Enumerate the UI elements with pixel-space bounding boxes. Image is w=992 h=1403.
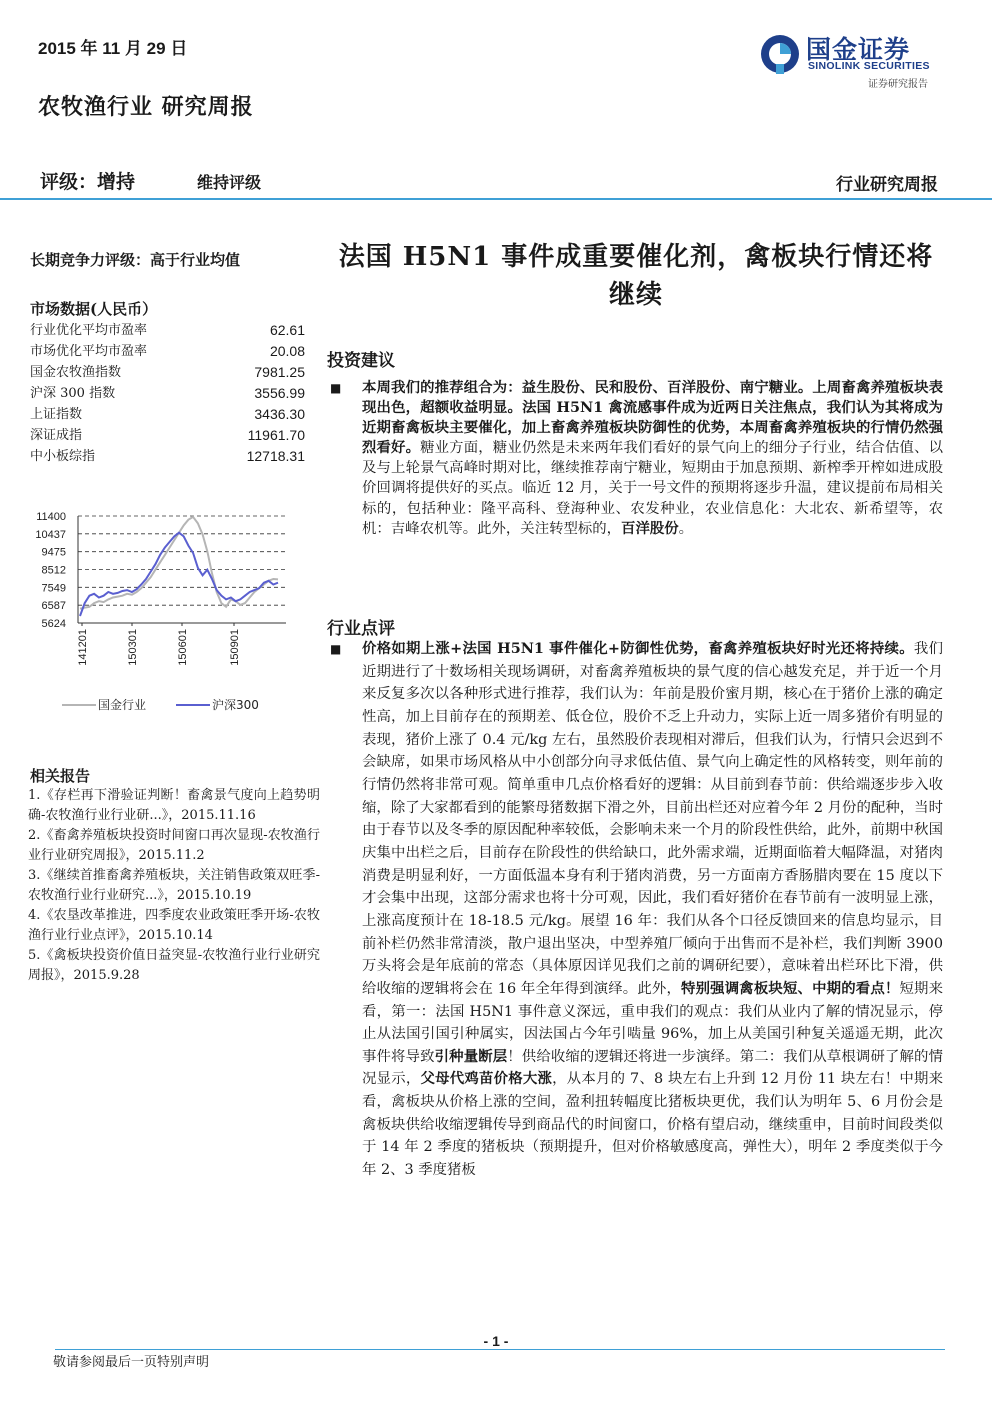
market-data-value: 3556.99: [254, 385, 305, 401]
rating-action: 维持评级: [197, 173, 262, 192]
market-data-value: 3436.30: [254, 406, 305, 422]
review-bold-text-2: 特别强调禽板块短、中期的看点！: [681, 979, 900, 997]
market-data-value: 12718.31: [246, 448, 305, 464]
market-data-label: 行业优化平均市盈率: [30, 323, 148, 338]
market-data-value: 7981.25: [254, 364, 305, 380]
review-paragraph: [362, 638, 943, 1182]
invest-paragraph: [362, 378, 943, 539]
market-data-row: [30, 425, 305, 446]
header-divider: [0, 198, 992, 200]
chart-y-tick-label: 5624: [41, 618, 66, 630]
invest-bold-text: 本周我们的推荐组合为：益生股份、民和股份、百洋股份、南宁糖业。上周畜禽养殖板块表现出色，超额收益明显。法国 H5N1 禽流感事件成为近两日关注焦点，我们认为其将成为近期畜禽板块主要催化，加上畜禽养殖板块防御性的优势，本周畜禽养殖板块的行情仍然强烈看好。: [362, 379, 943, 457]
chart-y-tick-label: 11400: [36, 511, 66, 523]
review-text-2: 短期来看，第一：法国 H5N1 事件意义深远，重申我们的观点：我们从业内了解的情况显示，停止从法国引国引种属实，因法国占今年引啮量 96%，加上从美国引种复关遥遥无期，此次事件将导致: [362, 980, 943, 1065]
chart-x-tick-label: 150901: [229, 629, 241, 666]
market-data-table: [30, 320, 305, 467]
report-type: 行业研究周报: [836, 175, 938, 195]
related-report-item[interactable]: 3.《继续首推畜禽养殖板块，关注销售政策双旺季-农牧渔行业行业研究...》，2015.10.19: [28, 868, 320, 903]
bullet-square-icon: ■: [330, 381, 342, 395]
chart-y-tick-label: 8512: [41, 564, 66, 577]
review-bold-text-4: 父母代鸡苗价格大涨: [420, 1070, 553, 1088]
invest-end: 。: [678, 520, 694, 537]
related-report-item[interactable]: 4.《农垦改革推进，四季度农业政策旺季开场-农牧渔行业行业点评》，2015.10.14: [28, 908, 320, 943]
market-data-row: [30, 404, 305, 425]
related-report-item[interactable]: 2.《畜禽养殖板块投资时间窗口再次显现-农牧渔行业行业研究周报》，2015.11.2: [28, 828, 320, 863]
index-line-chart: [28, 500, 298, 720]
chart-y-tick-label: 10437: [35, 528, 66, 541]
related-reports-list: [28, 786, 320, 986]
market-data-label: 沪深 300 指数: [30, 386, 116, 401]
invest-tail-bold: 百洋股份: [621, 519, 679, 537]
related-report-item[interactable]: 1.《存栏再下滑验证判断！畜禽景气度向上趋势明确-农牧渔行业行业研...》，2015.11.16: [28, 788, 320, 823]
chart-legend-label: 沪深300: [212, 698, 259, 712]
market-data-label: 市场优化平均市盈率: [30, 344, 148, 359]
review-bold-text-3: 引种量断层: [434, 1047, 508, 1065]
logo-subtitle: 证券研究报告: [868, 79, 928, 90]
market-data-value: 20.08: [269, 343, 305, 359]
invest-heading: 投资建议: [327, 351, 395, 371]
page-number: - 1 -: [483, 1333, 509, 1349]
chart-y-tick-label: 9475: [41, 546, 66, 559]
market-data-value: 62.61: [269, 322, 305, 338]
chart-y-tick-label: 7549: [41, 582, 66, 595]
invest-text: 糖业方面，糖业仍然是未来两年我们看好的景气向上的细分子行业，结合估值、以及与上轮景气高峰时期对比，继续推荐南宁糖业，短期由于加息预期、新榨季开榨如进成股价回调将提供好的买点。临近 12 月，关于一号文件的预期将逐步升温，建议提前布局相关标的，包括种业：隆平高科、登海种业、农发种业，农业信息化：大北农、新希望等，农机：吉峰农机等。此外，关注转型标的，: [362, 440, 943, 537]
review-heading: 行业点评: [327, 619, 395, 639]
logo-chinese-name: 国金证券: [806, 35, 911, 64]
footer-divider: [55, 1349, 945, 1350]
related-report-item[interactable]: 5.《禽板块投资价值日益突显-农牧渔行业行业研究周报》，2015.9.28: [28, 948, 320, 983]
report-title: 法国 H5N1 事件成重要催化剂，禽板块行情还将继续: [338, 242, 934, 310]
chart-y-tick-label: 6587: [41, 600, 66, 613]
long-term-rating: 长期竞争力评级：高于行业均值: [30, 251, 241, 269]
chart-x-tick-label: 141201: [77, 629, 89, 666]
chart-series-line-industry: [80, 517, 278, 609]
report-date: 2015 年 11 月 29 日: [38, 39, 188, 58]
rating: 评级：增持: [40, 171, 136, 193]
chart-legend-label: 国金行业: [98, 698, 147, 712]
review-text-3: ！供给收缩的逻辑还将进一步演绎。第二：我们从草根调研了解的情况显示，: [362, 1048, 943, 1088]
chart-x-tick-label: 150601: [177, 629, 189, 666]
review-bold-text: 价格如期上涨+法国 H5N1 事件催化+防御性优势，畜禽养殖板块好时光还将持续。: [362, 640, 914, 657]
review-text-4: ，从本月的 7、8 块左右上升到 12 月份 11 块左右！中期来看，禽板块从价格上涨的空间，盈利扭转幅度比猪板块更优，我们认为明年 5、6 月份会是禽板块供给收缩逻辑传导到商品代的时间窗口，价格有望启动，继续重申，目前时间段类似于 14 年 2 季度的猪板块（预期提升，但对价格敏感度高，弹性大），明年 2 季度类似于今年 2、3 季度猪板: [362, 1071, 943, 1179]
market-data-value: 11961.70: [247, 427, 305, 443]
footer-disclaimer: 敬请参阅最后一页特别声明: [53, 1355, 210, 1370]
related-reports-title: 相关报告: [30, 767, 91, 785]
chart-series-line-hs300: [80, 533, 278, 616]
industry-title: 农牧渔行业 研究周报: [38, 94, 254, 120]
market-data-label: 上证指数: [30, 407, 83, 422]
market-data-label: 深证成指: [30, 428, 83, 443]
chart-x-tick-label: 150301: [127, 629, 139, 666]
logo-english-name: SINOLINK SECURITIES: [808, 60, 930, 72]
market-data-row: [30, 341, 305, 362]
market-data-row: [30, 383, 305, 404]
bullet-square-icon: ■: [330, 642, 342, 656]
market-data-label: 国金农牧渔指数: [30, 365, 122, 380]
review-text-1: 我们近期进行了十数场相关现场调研，对畜禽养殖板块的景气度的信心越发充足，并于近一个月来反复多次以各种形式进行推荐，我们认为：年前是股价蜜月期，核心在于猪价上涨的确定性高，加上目前存在的预期差、低仓位，股价不乏上升动力，实际上近一周多猪价有明显的表现，猪价上涨了 0.4 元/kg 左右，虽然股价表现相对滞后，但我们认为，行情只会迟到不会缺席，如果市场风格从中小创部分向寻求低估值、景气向上确定性的风格转变，则年前的行情仍然将非常可观。简单重申几点价格看好的逻辑：从目前到春节前：供给端逐步步入收缩，除了大家都看到的能繁母猪数据下滑之外，目前出栏还对应着今年 2 月份的配种，当时由于春节以及冬季的原因配种率较低，会影响未来一个月的阶段性供给，此外，前期中秋国庆集中出栏之后，目前存在阶段性的供给缺口，此外需求端，近期面临着大幅降温，对猪肉消费是明显利好，一方面低温本身有利于猪肉消费，另一方面南方香肠腊肉要在 15 度以下才会集中出现，这部分需求也将十分可观，因此，我们看好猪价在春节前有一波明显上涨，上涨高度预计在 18-18.5 元/kg。展望 16 年：我们从各个口径反馈回来的信息均显示，目前补栏仍然非常清淡，散户退出坚决，中型养殖厂倾向于出售而不是补栏，我们判断 3900 万头将会是年底前的常态（具体原因详见我们之前的调研纪要），意味着出栏环比下滑，供给收缩的逻辑将会在 16 年全年得到演绎。此外，: [362, 641, 943, 997]
market-data-title: 市场数据(人民币）: [30, 300, 158, 318]
market-data-row: [30, 446, 305, 467]
market-data-label: 中小板综指: [30, 449, 96, 464]
market-data-row: [30, 320, 305, 341]
market-data-row: [30, 362, 305, 383]
